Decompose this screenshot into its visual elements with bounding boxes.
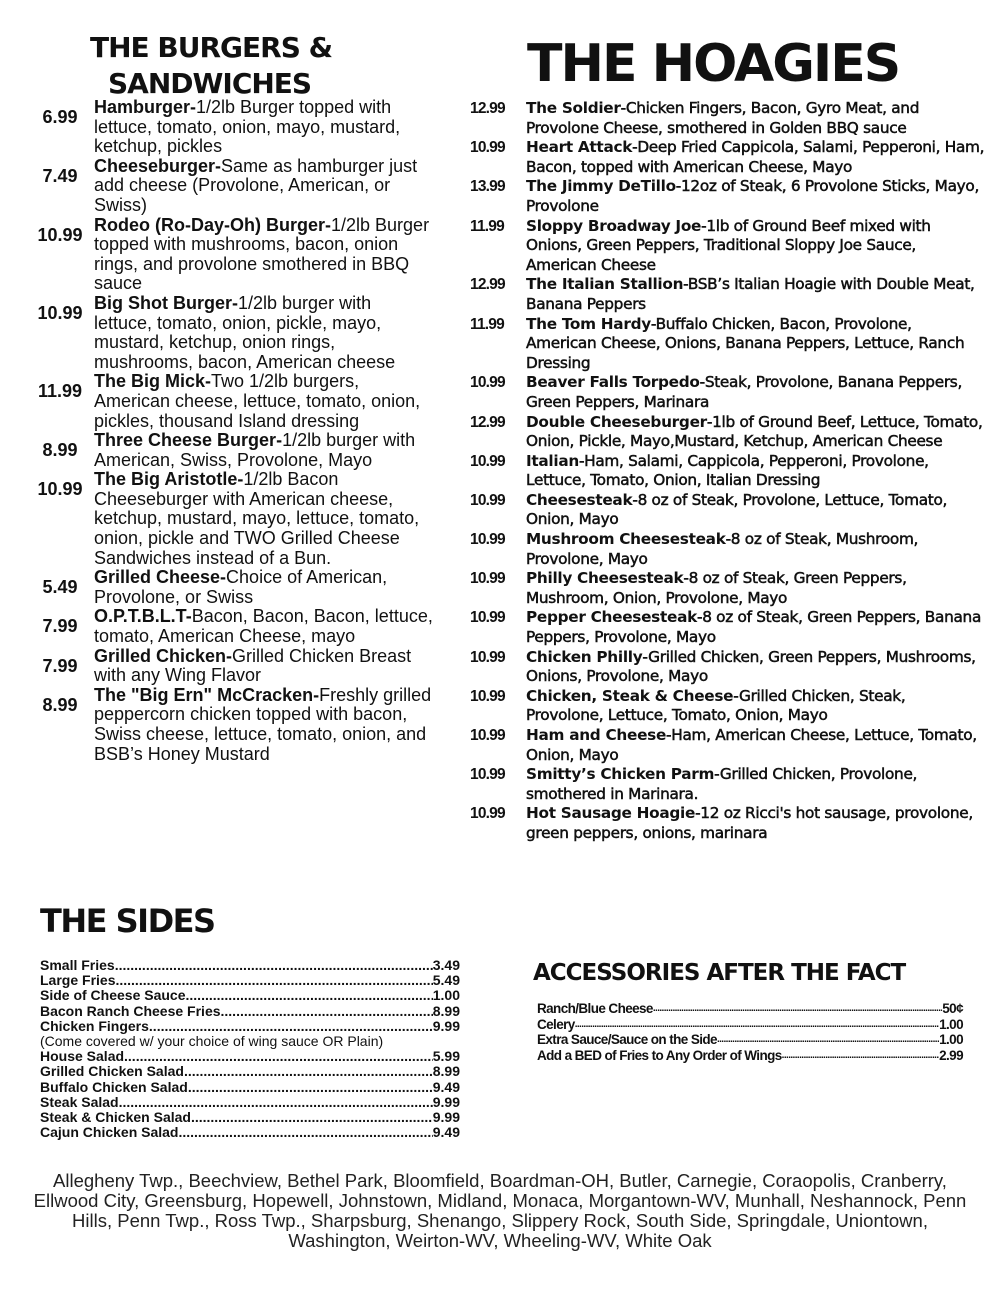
hoagie-price: 10.99 [470,531,505,549]
accessories-list [537,1001,963,1063]
hoagie-text [526,726,986,765]
hoagie-desc: -Chicken Fingers, Bacon, Gyro Meat, and Provolone Cheese, smothered in Golden BBQ sauce [526,99,920,137]
burger-desc: 1/2lb Burger topped with lettuce, tomato, onion, mayo, mustard, ketchup, pickles [94,97,401,157]
accessory-price: 50¢ [942,1001,963,1016]
hoagie-text [526,413,986,452]
burger-item [26,647,446,686]
sides-heading: THE SIDES [40,902,215,940]
burger-item [26,431,446,470]
burger-name: The Big Mick- [94,371,212,392]
burger-text [94,431,434,470]
dot-leader [575,1017,939,1033]
hoagie-name: Double Cheeseburger [526,412,707,431]
hoagie-item [470,687,990,726]
burger-desc: Two 1/2lb burgers, American cheese, lettuce, tomato, onion, pickles, thousand Island dressing [94,371,421,431]
burger-price: 7.99 [42,616,78,637]
hoagie-price: 10.99 [470,648,505,666]
side-item [40,988,460,1003]
hoagie-desc: -Grilled Chicken, Provolone, smothered in Marinara. [526,765,918,803]
hoagie-text [526,648,986,687]
hoagie-text [526,608,986,647]
burger-text [94,470,434,568]
burger-desc: Choice of American, Provolone, or Swiss [94,567,388,607]
side-name: Bacon Ranch Cheese Fries [40,1002,221,1019]
hoagie-text [526,530,986,569]
hoagie-item [470,177,990,216]
side-name: House Salad [40,1048,125,1065]
hoagie-price: 10.99 [470,570,505,588]
hoagie-text [526,177,986,216]
side-item [40,1110,460,1125]
dot-leader [178,1125,432,1140]
burger-name: Grilled Cheese- [94,567,227,588]
hoagie-price: 10.99 [470,766,505,784]
hoagie-item [470,217,990,276]
hoagie-name: Chicken, Steak & Cheese [526,686,734,705]
side-item [40,1095,460,1110]
burger-name: Rodeo (Ro-Day-Oh) Burger- [94,214,331,235]
hoagie-price: 13.99 [470,178,505,196]
hoagie-price: 11.99 [470,217,504,235]
hoagie-price: 11.99 [470,315,504,333]
hoagie-item [470,648,990,687]
side-price: 9.49 [432,1124,460,1141]
hoagie-text [526,315,986,374]
hoagie-name: Beaver Falls Torpedo [526,373,700,392]
dot-leader [149,1019,433,1034]
side-price: 9.49 [432,1078,460,1095]
hoagie-text [526,804,986,843]
hoagie-price: 10.99 [470,609,505,627]
hoagie-text [526,138,986,177]
hoagie-item [470,452,990,491]
side-price: 8.99 [432,1002,460,1019]
side-name: Large Fries [40,972,116,989]
burger-text [94,157,434,216]
hoagie-text [526,373,986,412]
side-price: 9.99 [432,1109,460,1126]
burger-price: 11.99 [37,381,83,402]
side-price: 3.49 [432,957,460,973]
burger-text [94,216,434,294]
side-name: Grilled Chicken Salad [40,1063,184,1080]
hoagie-name: Pepper Cheesesteak [526,608,697,627]
accessory-price: 1.00 [939,1032,963,1047]
hoagies-heading: THE HOAGIES [527,34,900,94]
hoagie-item [470,491,990,530]
burger-item [26,372,446,431]
hoagie-text [526,569,986,608]
side-item [40,1049,460,1064]
hoagie-item [470,569,990,608]
hoagie-text [526,275,986,314]
burgers-heading [90,30,370,102]
side-name: Cajun Chicken Salad [40,1124,179,1141]
hoagie-price: 10.99 [470,727,505,744]
side-price: 5.49 [432,972,460,989]
burger-desc: Grilled Chicken Breast with any Wing Flavor [94,645,412,686]
hoagie-item [470,765,990,804]
burger-text [94,294,434,372]
hoagie-name: Heart Attack [526,138,633,157]
side-price: 9.99 [432,1017,460,1034]
hoagie-desc: -8 oz of Steak, Mushroom, Provolone, Mayo [526,530,919,568]
burger-desc: Same as hamburger just add cheese (Provolone, American, or Swiss) [94,155,418,215]
burger-price: 10.99 [37,302,83,323]
side-item [40,1125,460,1140]
burger-price: 7.49 [42,165,78,186]
burger-desc: 1/2lb Bacon Cheeseburger with American cheese, ketchup, mustard, mayo, lettuce, tomato, onion, pickle and TWO Grilled Cheese Sandwiches instead of a Bun. [94,469,420,568]
accessory-item [537,1048,963,1064]
accessory-name: Ranch/Blue Cheese [537,1001,653,1016]
burger-price: 5.49 [42,577,78,598]
burger-desc: 1/2lb burger with lettuce, tomato, onion, pickle, mayo, mustard, ketchup, onion rings, mushrooms, bacon, American cheese [94,292,396,372]
hoagie-desc: -12oz of Steak, 6 Provolone Sticks, Mayo, Provolone [526,177,980,215]
hoagie-desc: -1lb of Ground Beef, Lettuce, Tomato, Onion, Pickle, Mayo,Mustard, Ketchup, American Cheese [526,412,983,451]
hoagie-name: Mushroom Cheesesteak [526,530,726,549]
hoagie-desc: -Grilled Chicken, Green Peppers, Mushrooms, Onions, Provolone, Mayo [526,647,976,686]
burgers-heading-line1: THE BURGERS & [90,31,333,64]
dot-leader [782,1048,939,1064]
side-item [40,973,460,988]
hoagie-desc: -8 oz of Steak, Green Peppers, Mushroom, Onion, Provolone, Mayo [526,569,907,607]
accessory-name: Add a BED of Fries to Any Order of Wings [537,1047,782,1063]
accessory-price: 2.99 [939,1047,963,1063]
burger-item [26,294,446,372]
burger-price: 8.99 [42,694,78,715]
hoagie-price: 10.99 [470,452,505,470]
accessories-heading: ACCESSORIES AFTER THE FACT [533,960,906,986]
hoagie-desc: -Deep Fried Cappicola, Salami, Pepperoni, Ham, Bacon, topped with American Cheese, Mayo [526,138,985,176]
burger-item [26,157,446,216]
dot-leader [188,1080,433,1095]
hoagie-item [470,275,990,314]
burger-name: The Big Aristotle- [94,469,244,490]
side-price: 9.99 [432,1093,460,1110]
burger-item [26,607,446,646]
side-item [40,1064,460,1079]
hoagie-price: 12.99 [470,276,505,294]
dot-leader [191,1110,433,1125]
hoagie-item [470,99,990,138]
hoagie-name: Hot Sausage Hoagie [526,804,696,823]
dot-leader [124,1049,433,1064]
hoagie-text [526,452,986,491]
dot-leader [186,988,433,1003]
side-name: Chicken Fingers [40,1017,149,1034]
burger-name: Three Cheese Burger- [94,430,283,451]
hoagie-desc: -Ham, Salami, Cappicola, Pepperoni, Provolone, Lettuce, Tomato, Onion, Italian Dressing [526,451,929,490]
hoagie-price: 10.99 [470,687,505,705]
side-note: (Come covered w/ your choice of wing sauce OR Plain) [40,1033,384,1050]
dot-leader [115,958,433,973]
dot-leader [653,1001,942,1017]
hoagie-name: Italian [526,451,579,470]
burger-desc: Freshly grilled peppercorn chicken topped with bacon, Swiss cheese, lettuce, tomato, onion, and BSB’s Honey Mustard [94,684,432,764]
dot-leader [119,1095,433,1110]
burger-item [26,98,446,157]
accessory-item [537,1032,963,1048]
burger-price: 6.99 [42,107,78,127]
hoagie-name: The Italian Stallion [526,275,684,294]
hoagie-item [470,373,990,412]
burgers-heading-line2: SANDWICHES [108,67,312,100]
burger-item [26,568,446,607]
hoagie-price: 10.99 [470,374,505,392]
hoagie-text [526,687,986,726]
hoagie-name: The Tom Hardy [526,314,651,333]
hoagie-text [526,217,986,276]
hoagie-desc: -Grilled Chicken, Steak, Provolone, Lettuce, Tomato, Onion, Mayo [526,686,906,725]
hoagie-desc: -12 oz Ricci's hot sausage, provolone, green peppers, onions, marinara [526,804,973,842]
hoagie-text [526,99,986,138]
hoagie-name: Smitty’s Chicken Parm [526,765,715,784]
hoagie-price: 10.99 [470,805,505,823]
accessory-item [537,1017,963,1033]
hoagie-text [526,765,986,804]
side-price: 8.99 [432,1063,460,1080]
side-item [40,958,460,973]
hoagie-price: 12.99 [470,413,505,431]
sides-list [40,958,460,1140]
burger-price: 10.99 [37,224,83,245]
side-price: 1.00 [432,987,460,1004]
burger-text [94,372,434,431]
accessory-item [537,1001,963,1017]
hoagie-item [470,315,990,374]
hoagie-price: 12.99 [470,100,505,117]
side-price: 5.99 [432,1048,460,1065]
hoagie-name: Sloppy Broadway Joe [526,216,702,235]
burger-text [94,568,434,607]
dot-leader [115,973,432,988]
hoagies-list [470,99,990,844]
burger-item [26,686,446,764]
burger-text [94,607,434,646]
hoagie-name: The Jimmy DeTillo [526,177,676,196]
hoagie-name: Cheesesteak [526,490,633,509]
side-name: Side of Cheese Sauce [40,987,186,1004]
burger-item [26,470,446,568]
hoagie-desc: -Buffalo Chicken, Bacon, Provolone, American Cheese, Onions, Banana Peppers, Lettuce, Ranch Dressing [526,314,965,372]
accessory-name: Extra Sauce/Sauce on the Side [537,1032,717,1047]
hoagie-name: Philly Cheesesteak [526,569,684,588]
dot-leader [221,1004,433,1019]
side-name: Buffalo Chicken Salad [40,1078,188,1095]
hoagie-desc: -Steak, Provolone, Banana Peppers, Green Peppers, Marinara [526,373,963,411]
side-item [40,1004,460,1019]
side-name: Steak Salad [40,1093,119,1110]
burger-desc: 1/2lb burger with American, Swiss, Provolone, Mayo [94,430,416,470]
hoagie-item [470,804,990,843]
burger-desc: Bacon, Bacon, Bacon, lettuce, tomato, American Cheese, mayo [94,606,433,647]
hoagie-desc: -BSB’s Italian Hoagie with Double Meat, Banana Peppers [526,275,975,313]
burger-price: 8.99 [42,440,78,461]
burger-text [94,647,434,686]
burger-price: 10.99 [37,479,83,500]
side-item [40,1019,460,1034]
hoagie-name: Ham and Cheese [526,726,667,744]
hoagie-desc: -1lb of Ground Beef mixed with Onions, Green Peppers, Traditional Sloppy Joe Sauce, American Cheese [526,216,931,274]
burgers-list [26,98,446,764]
hoagie-price: 10.99 [470,491,505,509]
hoagie-desc: -Ham, American Cheese, Lettuce, Tomato, Onion, Mayo [526,726,977,764]
hoagie-item [470,530,990,569]
side-name: Steak & Chicken Salad [40,1109,191,1126]
accessory-price: 1.00 [939,1016,963,1032]
side-item [40,1080,460,1095]
hoagie-desc: -8 oz of Steak, Green Peppers, Banana Peppers, Provolone, Mayo [526,608,982,647]
burger-name: Hamburger- [94,97,197,117]
burger-name: Grilled Chicken- [94,645,233,666]
hoagie-item [470,726,990,765]
burger-text [94,98,434,157]
locations-footer: Allegheny Twp., Beechview, Bethel Park, Bloomfield, Boardman-OH, Butler, Carnegie, Coraopolis, Cranberry, Ellwood City, Greensburg, Hopewell, Johnstown, Midland, Monaca, Morgantown-WV, Munhall, Neshannock, Penn Hills, Penn Twp., Ross Twp., Sharpsburg, Shenango, Slippery Rock, South Side, Springdale, Uniontown, Washington, Weirton-WV, Wheeling-WV, White Oak [33,1170,967,1251]
accessory-name: Celery [537,1016,575,1032]
burger-price: 7.99 [42,655,78,676]
burger-name: Cheeseburger- [94,155,222,176]
hoagie-item [470,413,990,452]
hoagie-name: The Soldier [526,99,621,117]
hoagie-item [470,608,990,647]
burger-name: The "Big Ern" McCracken- [94,684,320,705]
hoagie-text [526,491,986,530]
hoagie-desc: -8 oz of Steak, Provolone, Lettuce, Tomato, Onion, Mayo [526,490,948,529]
burger-desc: 1/2lb Burger topped with mushrooms, bacon, onion rings, and provolone smothered in BBQ sauce [94,214,430,294]
hoagie-item [470,138,990,177]
burger-name: Big Shot Burger- [94,292,238,313]
burger-name: O.P.T.B.L.T- [94,606,192,627]
dot-leader [717,1032,939,1048]
hoagie-price: 10.99 [470,139,505,157]
dot-leader [184,1064,433,1079]
burger-text [94,686,434,764]
hoagie-name: Chicken Philly [526,647,643,666]
burger-item [26,216,446,294]
side-name: Small Fries [40,957,115,973]
